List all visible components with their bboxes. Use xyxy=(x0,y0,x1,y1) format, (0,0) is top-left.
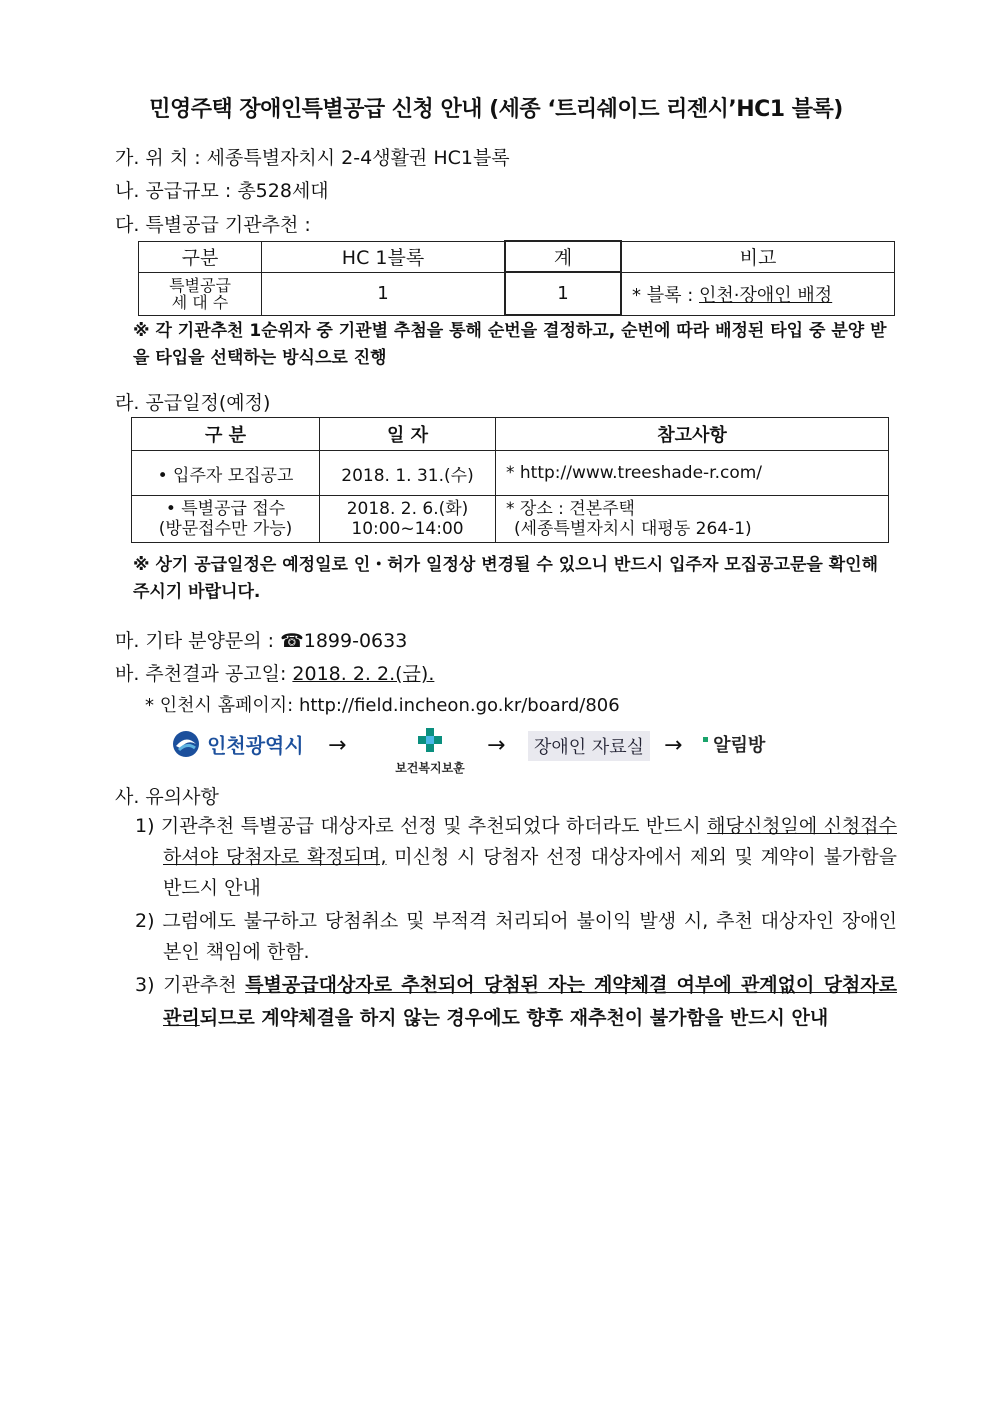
special-supply-table xyxy=(138,240,895,316)
caution-3 xyxy=(135,969,897,1035)
table2-row1-date: 2018. 1. 31.(수) xyxy=(320,451,496,496)
nav-arrow-1: → xyxy=(328,733,347,758)
table2-header-reference: 참고사항 xyxy=(496,418,889,451)
bullet-icon xyxy=(703,737,708,742)
medical-cross-icon xyxy=(415,727,445,753)
table2-row2-date-line1: 2018. 2. 6.(화) xyxy=(346,499,469,519)
notice-board-label: 알림방 xyxy=(713,735,766,756)
page-title: 민영주택 장애인특별공급 신청 안내 (세종 ‘트리쉐이드 리젠시’HC1 블록) xyxy=(149,97,843,122)
table1-remark-link: 인천·장애인 배정 xyxy=(699,284,833,306)
caution-2: 2) 그럼에도 불구하고 당첨취소 및 부적격 처리되어 불이익 발생 시, 추천 대상자인 장애인 본인 책임에 한함. xyxy=(135,910,897,963)
table1-header-category: 구분 xyxy=(139,241,262,272)
table1-row-label-line2: 세 대 수 xyxy=(171,292,229,312)
table1-total-value: 1 xyxy=(505,272,621,315)
caution-3-text: 3) 기관추천 xyxy=(135,974,246,996)
inquiry-line: 마. 기타 분양문의 : ☎1899-0633 xyxy=(115,630,408,652)
health-welfare-logo-text: 보건복지보훈 xyxy=(395,761,465,775)
incheon-homepage-line: * 인천시 홈페이지: http://field.incheon.go.kr/board/806 xyxy=(145,695,620,716)
notice-board-link[interactable] xyxy=(703,731,765,757)
table1-header-hc1: HC 1블록 xyxy=(262,241,506,272)
table1-remark xyxy=(621,272,895,315)
table2-header-category: 구 분 xyxy=(132,418,320,451)
table2-row2-date xyxy=(320,496,496,543)
table2-row1-item: • 입주자 모집공고 xyxy=(132,451,320,496)
location-line: 가. 위 치 : 세종특별자치시 2-4생활권 HC1블록 xyxy=(115,147,510,169)
incheon-logo-text: 인천광역시 xyxy=(207,733,304,758)
table2-row2-item-line1: • 특별공급 접수 xyxy=(165,499,286,519)
disability-data-room-link[interactable]: 장애인 자료실 xyxy=(528,731,650,761)
health-welfare-logo[interactable] xyxy=(390,727,470,776)
special-supply-heading: 다. 특별공급 기관추천 : xyxy=(115,214,311,236)
table2-row2-reference-line1: * 장소 : 견본주택 xyxy=(506,499,635,519)
incheon-emblem-icon xyxy=(170,729,202,759)
caution-3-underlined: 특별공급대상자로 추천되어 당첨된 자는 계약체결 여부에 관계없이 당첨자로 관리 xyxy=(163,974,897,1029)
table1-hc1-value: 1 xyxy=(262,272,506,315)
table2-row2-date-line2: 10:00~14:00 xyxy=(351,519,464,539)
caution-1 xyxy=(135,811,897,904)
table1-header-total: 계 xyxy=(505,241,621,272)
caution-3-rest: 되므로 계약체결을 하지 않는 경우에도 향후 재추천이 불가함을 반드시 안내 xyxy=(199,1007,829,1029)
table2-row2-reference-line2: (세종특별자치시 대평동 264-1) xyxy=(514,519,752,539)
caution-1-rest: 미신청 시 당첨자 선정 대상자에서 제외 및 계약이 불가함을 반드시 안내 xyxy=(163,846,898,899)
table2-row2-item xyxy=(132,496,320,543)
cautions-heading: 사. 유의사항 xyxy=(115,786,219,808)
table1-header-remark: 비고 xyxy=(621,241,895,272)
caution-1-text: 1) 기관추천 특별공급 대상자로 선정 및 추천되었다 하더라도 반드시 xyxy=(135,815,708,837)
notice-schedule-change: ※ 상기 공급일정은 예정일로 인・허가 일정상 변경될 수 있으니 반드시 입주자 모집공고문을 확인해 주시기 바랍니다. xyxy=(133,555,879,602)
supply-scale-line: 나. 공급규모 : 총528세대 xyxy=(115,180,329,202)
table1-remark-prefix: * 블록 : xyxy=(632,284,700,306)
table2-row2-reference xyxy=(496,496,889,543)
notice-ranking: ※ 각 기관추천 1순위자 중 기관별 추첨을 통해 순번을 결정하고, 순번에 따라 배정된 타입 중 분양 받을 타입을 선택하는 방식으로 진행 xyxy=(133,321,887,368)
nav-arrow-3: → xyxy=(664,733,683,758)
table2-header-date: 일 자 xyxy=(320,418,496,451)
announcement-line xyxy=(115,659,434,686)
table1-row-label xyxy=(139,272,262,315)
table1-row-label-line1: 특별공급 xyxy=(169,275,231,295)
incheon-logo[interactable] xyxy=(170,729,304,759)
announcement-date: 2018. 2. 2.(금). xyxy=(292,663,435,685)
table2-row1-reference: * http://www.treeshade-r.com/ xyxy=(496,451,889,496)
caution-1-underlined: 해당신청일에 신청접수하셔야 당첨자로 확정되며, xyxy=(163,815,897,868)
nav-arrow-2: → xyxy=(487,733,506,758)
schedule-table xyxy=(131,417,889,543)
table2-row2-item-line2: (방문접수만 가능) xyxy=(158,519,293,539)
announcement-prefix: 바. 추천결과 공고일: xyxy=(115,663,293,685)
schedule-heading: 라. 공급일정(예정) xyxy=(115,392,271,414)
